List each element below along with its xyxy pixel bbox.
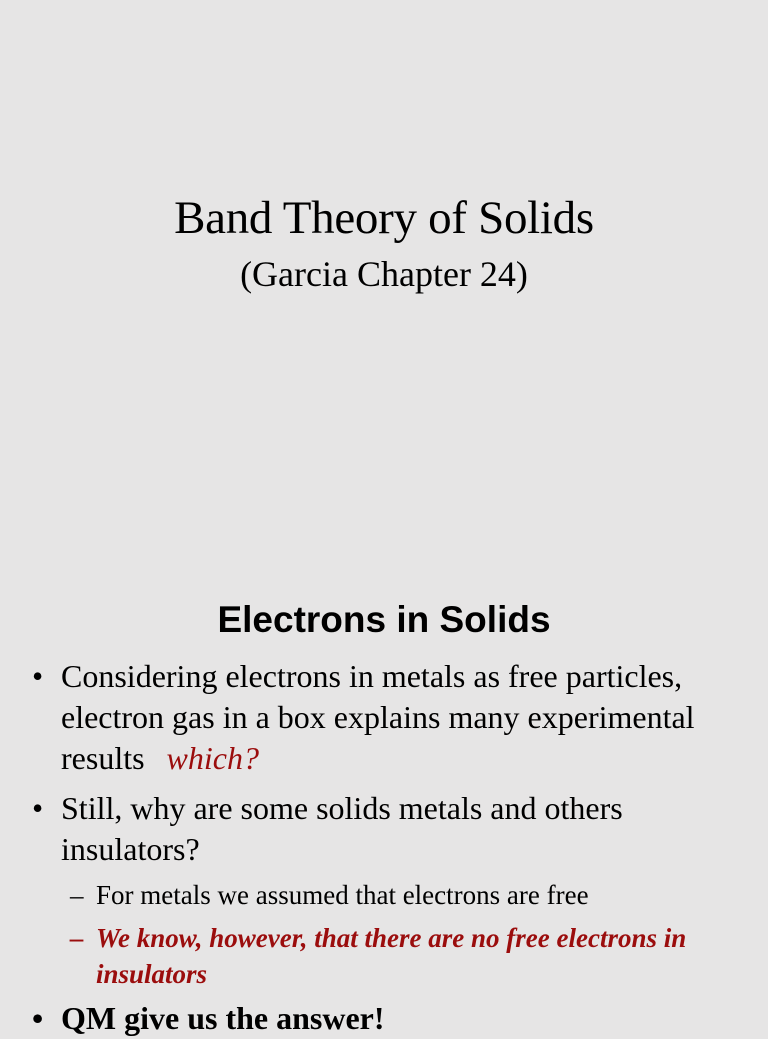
bullet-text: QM give us the answer! [61, 1000, 385, 1036]
bullet-hint: which? [166, 740, 259, 776]
slide-subtitle: (Garcia Chapter 24) [240, 254, 528, 294]
bullet-icon: • [32, 790, 44, 826]
bullet-item [32, 998, 742, 1039]
bullet-text: Considering electrons in metals as free particles, electron gas in a box explains many experimental results [61, 658, 695, 776]
content-slide [0, 580, 768, 1036]
dash-icon: – [70, 923, 84, 953]
bullet-item [32, 656, 742, 779]
sub-bullet-text: We know, however, that there are no free electrons in insulators [96, 923, 687, 989]
bullet-icon: • [32, 1000, 44, 1036]
content-heading: Electrons in Solids [217, 599, 551, 640]
slide-title: Band Theory of Solids [174, 192, 594, 244]
sub-bullet-item [70, 877, 750, 913]
bullet-text: Still, why are some solids metals and others insulators? [61, 790, 623, 867]
dash-icon: – [70, 880, 84, 910]
bullet-icon: • [32, 658, 44, 694]
sub-bullet-text: For metals we assumed that electrons are free [96, 880, 589, 910]
sub-bullet-item-emphasis [70, 920, 750, 992]
bullet-item [32, 788, 742, 870]
